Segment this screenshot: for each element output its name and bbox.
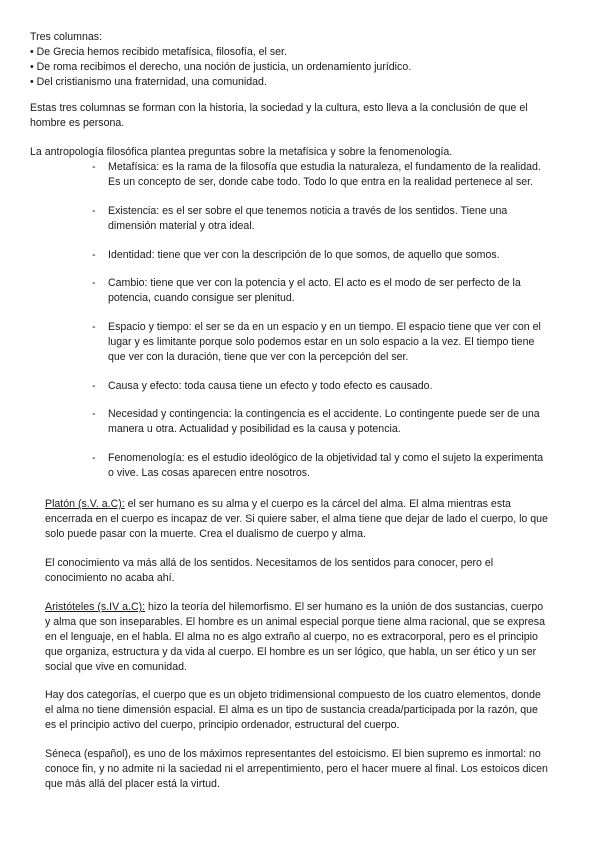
text-line: Hay dos categorías, el cuerpo que es un objeto tridimensional compuesto de los cuatro elementos, donde xyxy=(45,689,541,701)
text-line: que organiza, estructura y da vida al cuerpo. El hombre es un ser lógico, que habla, un ser ético y un ser xyxy=(45,646,537,658)
text-line: Estas tres columnas se forman con la historia, la sociedad y la cultura, esto lleva a la conclusión de que el xyxy=(30,102,528,114)
text-line: en el lenguaje, en el habla. El alma no es algo extraño al cuerpo, no es extracorporal, pero es el principio xyxy=(45,631,538,643)
dash-marker: - xyxy=(92,380,96,392)
text-line: encerrada en el cuerpo es incapaz de ver. Si quiere saber, el alma tiene que dejar de lado el cuerpo, lo que xyxy=(45,513,548,525)
dash-marker: - xyxy=(92,452,96,464)
text-line: es el principio activo del cuerpo, principio ordenador, estructural del cuerpo. xyxy=(45,719,400,731)
platon-first-line xyxy=(45,497,575,512)
intro-bullet-cristianismo: • Del cristianismo una fraternidad, una comunidad. xyxy=(30,76,267,88)
text-line: Identidad: tiene que ver con la descripción de lo que somos, de aquello que somos. xyxy=(108,249,500,261)
text-fragment: el ser humano es su alma y el cuerpo es la cárcel del alma. El alma mientras esta xyxy=(124,498,511,510)
categorias-paragraph xyxy=(45,688,575,733)
text-line: dimensión material y otra ideal. xyxy=(108,220,255,232)
text-line: Fenomenología: es el estudio ideológico de la objetividad tal y como el sujeto la experimenta xyxy=(108,452,544,464)
text-line: Metafísica: es la rama de la filosofía que estudia la naturaleza, el fundamento de la realidad. xyxy=(108,161,541,173)
text-line: conocimiento no acaba ahí. xyxy=(45,572,175,584)
text-line: que más allá del placer está la virtud. xyxy=(45,778,220,790)
platon-heading: Platón (s.V. a.C): xyxy=(45,498,125,510)
dash-marker: - xyxy=(92,321,96,333)
intro-bullet-grecia: • De Grecia hemos recibido metafísica, filosofía, el ser. xyxy=(30,46,287,58)
dash-marker: - xyxy=(92,277,96,289)
antropologia-intro xyxy=(30,145,575,160)
text-line: lugar y es limitante porque solo podemos estar en un solo espacio a la vez. El tiempo tiene xyxy=(108,336,535,348)
intro-bullet-roma: • De roma recibimos el derecho, una noción de justicia, un ordenamiento jurídico. xyxy=(30,61,412,73)
text-line: hombre es persona. xyxy=(30,117,125,129)
conocimiento-paragraph xyxy=(45,556,575,586)
text-line: El conocimiento va más allá de los sentidos. Necesitamos de los sentidos para conocer, pero el xyxy=(45,557,494,569)
list-item-identidad xyxy=(92,248,500,263)
seneca-paragraph xyxy=(45,747,575,792)
dash-marker: - xyxy=(92,161,96,173)
text-line: Es un concepto de ser, donde cabe todo. Todo lo que entra en la realidad pertenece al ser. xyxy=(108,176,534,188)
intro-title: Tres columnas: xyxy=(30,31,103,43)
list-item-necesidad-contingencia xyxy=(92,407,540,437)
text-line: Causa y efecto: toda causa tiene un efecto y todo efecto es causado. xyxy=(108,380,433,392)
text-line: solo puede pasar con la muerte. Crea el dualismo de cuerpo y alma. xyxy=(45,528,366,540)
text-line: Cambio: tiene que ver con la potencia y el acto. El acto es el modo de ser perfecto de la xyxy=(108,277,521,289)
list-item-espacio-tiempo xyxy=(92,320,541,365)
dash-marker: - xyxy=(92,205,96,217)
list-item-existencia xyxy=(92,204,507,234)
text-line: o vive. Las cosas aparecen entre nosotros. xyxy=(108,467,310,479)
list-item-causa-efecto xyxy=(92,379,433,394)
list-item-fenomenologia xyxy=(92,451,543,481)
text-line: manera u otra. Actualidad y posibilidad es la causa y potencia. xyxy=(108,423,401,435)
text-line: el alma no tiene dimensión espacial. El alma es un tipo de sustancia creada/participada por la razón, que xyxy=(45,704,538,716)
text-line: Espacio y tiempo: el ser se da en un espacio y en un tiempo. El espacio tiene que ver con el xyxy=(108,321,541,333)
intro-section xyxy=(30,30,575,90)
text-line: Séneca (español), es uno de los máximos representantes del estoicismo. El bien supremo es inmortal: no xyxy=(45,748,541,760)
text-line: potencia, cuando consigue ser plenitud. xyxy=(108,292,295,304)
list-item-cambio xyxy=(92,276,521,306)
aristoteles-first-line xyxy=(45,600,575,615)
dash-marker: - xyxy=(92,249,96,261)
dash-marker: - xyxy=(92,408,96,420)
aristoteles-heading: Aristóteles (s.IV a.C): xyxy=(45,601,146,613)
columns-conclusion-paragraph xyxy=(30,101,575,131)
text-line: conoce fin, y no admite ni la saciedad ni el arrepentimiento, pero el hacer muere al final. Los estoicos dicen xyxy=(45,763,548,775)
text-line: que ver con la duración, tiene que ver con la percepción del ser. xyxy=(108,351,409,363)
text-line: Existencia: es el ser sobre el que tenemos noticia a través de los sentidos. Tiene una xyxy=(108,205,508,217)
text-line: social que vive en comunidad. xyxy=(45,661,187,673)
aristoteles-paragraph xyxy=(45,600,575,675)
text-line: La antropología filosófica plantea preguntas sobre la metafísica y sobre la fenomenología. xyxy=(30,146,453,158)
list-item-metafisica xyxy=(92,160,541,190)
platon-paragraph xyxy=(45,497,575,542)
text-line: Necesidad y contingencia: la contingencia es el accidente. Lo contingente puede ser de una xyxy=(108,408,540,420)
text-fragment: hizo la teoría del hilemorfismo. El ser humano es la unión de dos sustancias, cuerpo xyxy=(145,601,544,613)
text-line: y alma que son inseparables. El hombre es un animal especial porque tiene alma racional, que se expresa xyxy=(45,616,545,628)
